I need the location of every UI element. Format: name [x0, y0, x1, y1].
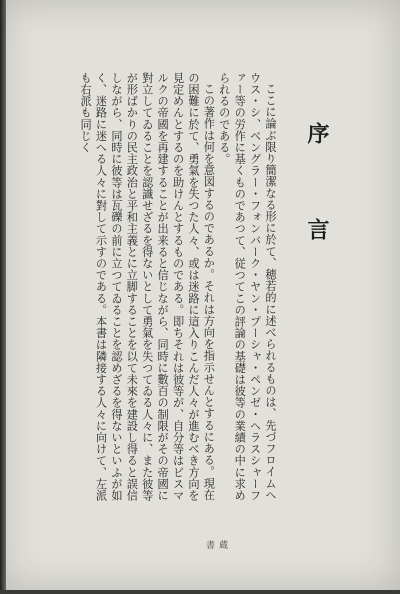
page-title: 序 言 — [304, 122, 330, 266]
body-text — [32, 72, 278, 512]
page-footer: 蔵 書 — [204, 540, 227, 594]
paragraph-2: この著作は何を意図するのであるか。それは方向を指示せんとするにある。現在の困難に於て、勇氣を失つた人々、或は迷路に這入りこんだ人々が進むべき方向を見定めんとするのを助けんとするものである。即ちそれは彼等が、自分等はビスマルクの帝國を再建することが出来ると信じながら、同時に數百の制限がその帝國に對立してゐることを認識せざるを得ないとして勇氣を失つてゐる人々に、また彼等が形ばかりの民主政治と平和主義とに立脚することを以て未來を建設し得ると誤信しながら、同時に彼等は瓦礫の前に立つてゐることを認めざるを得ないといふが如く、迷路に迷へる人々に對して示すのである。本書は隣接する人々に向けて、左派も右派も同じく — [79, 72, 216, 502]
page-edge-shadow — [0, 0, 6, 590]
paragraph-1: ここに論ぶ限り簡潔なる形に於て、穂若的に述べられるものは、先づフロイムヘウス・シ、ベングラー・フォンバーク・ヤン・プーシャ・ペンゼ・ヘラスシャーファー等の労作に基くものであつて、従つてこの評論の基礎は彼等の業績の中に求められるのである。 — [217, 72, 277, 502]
